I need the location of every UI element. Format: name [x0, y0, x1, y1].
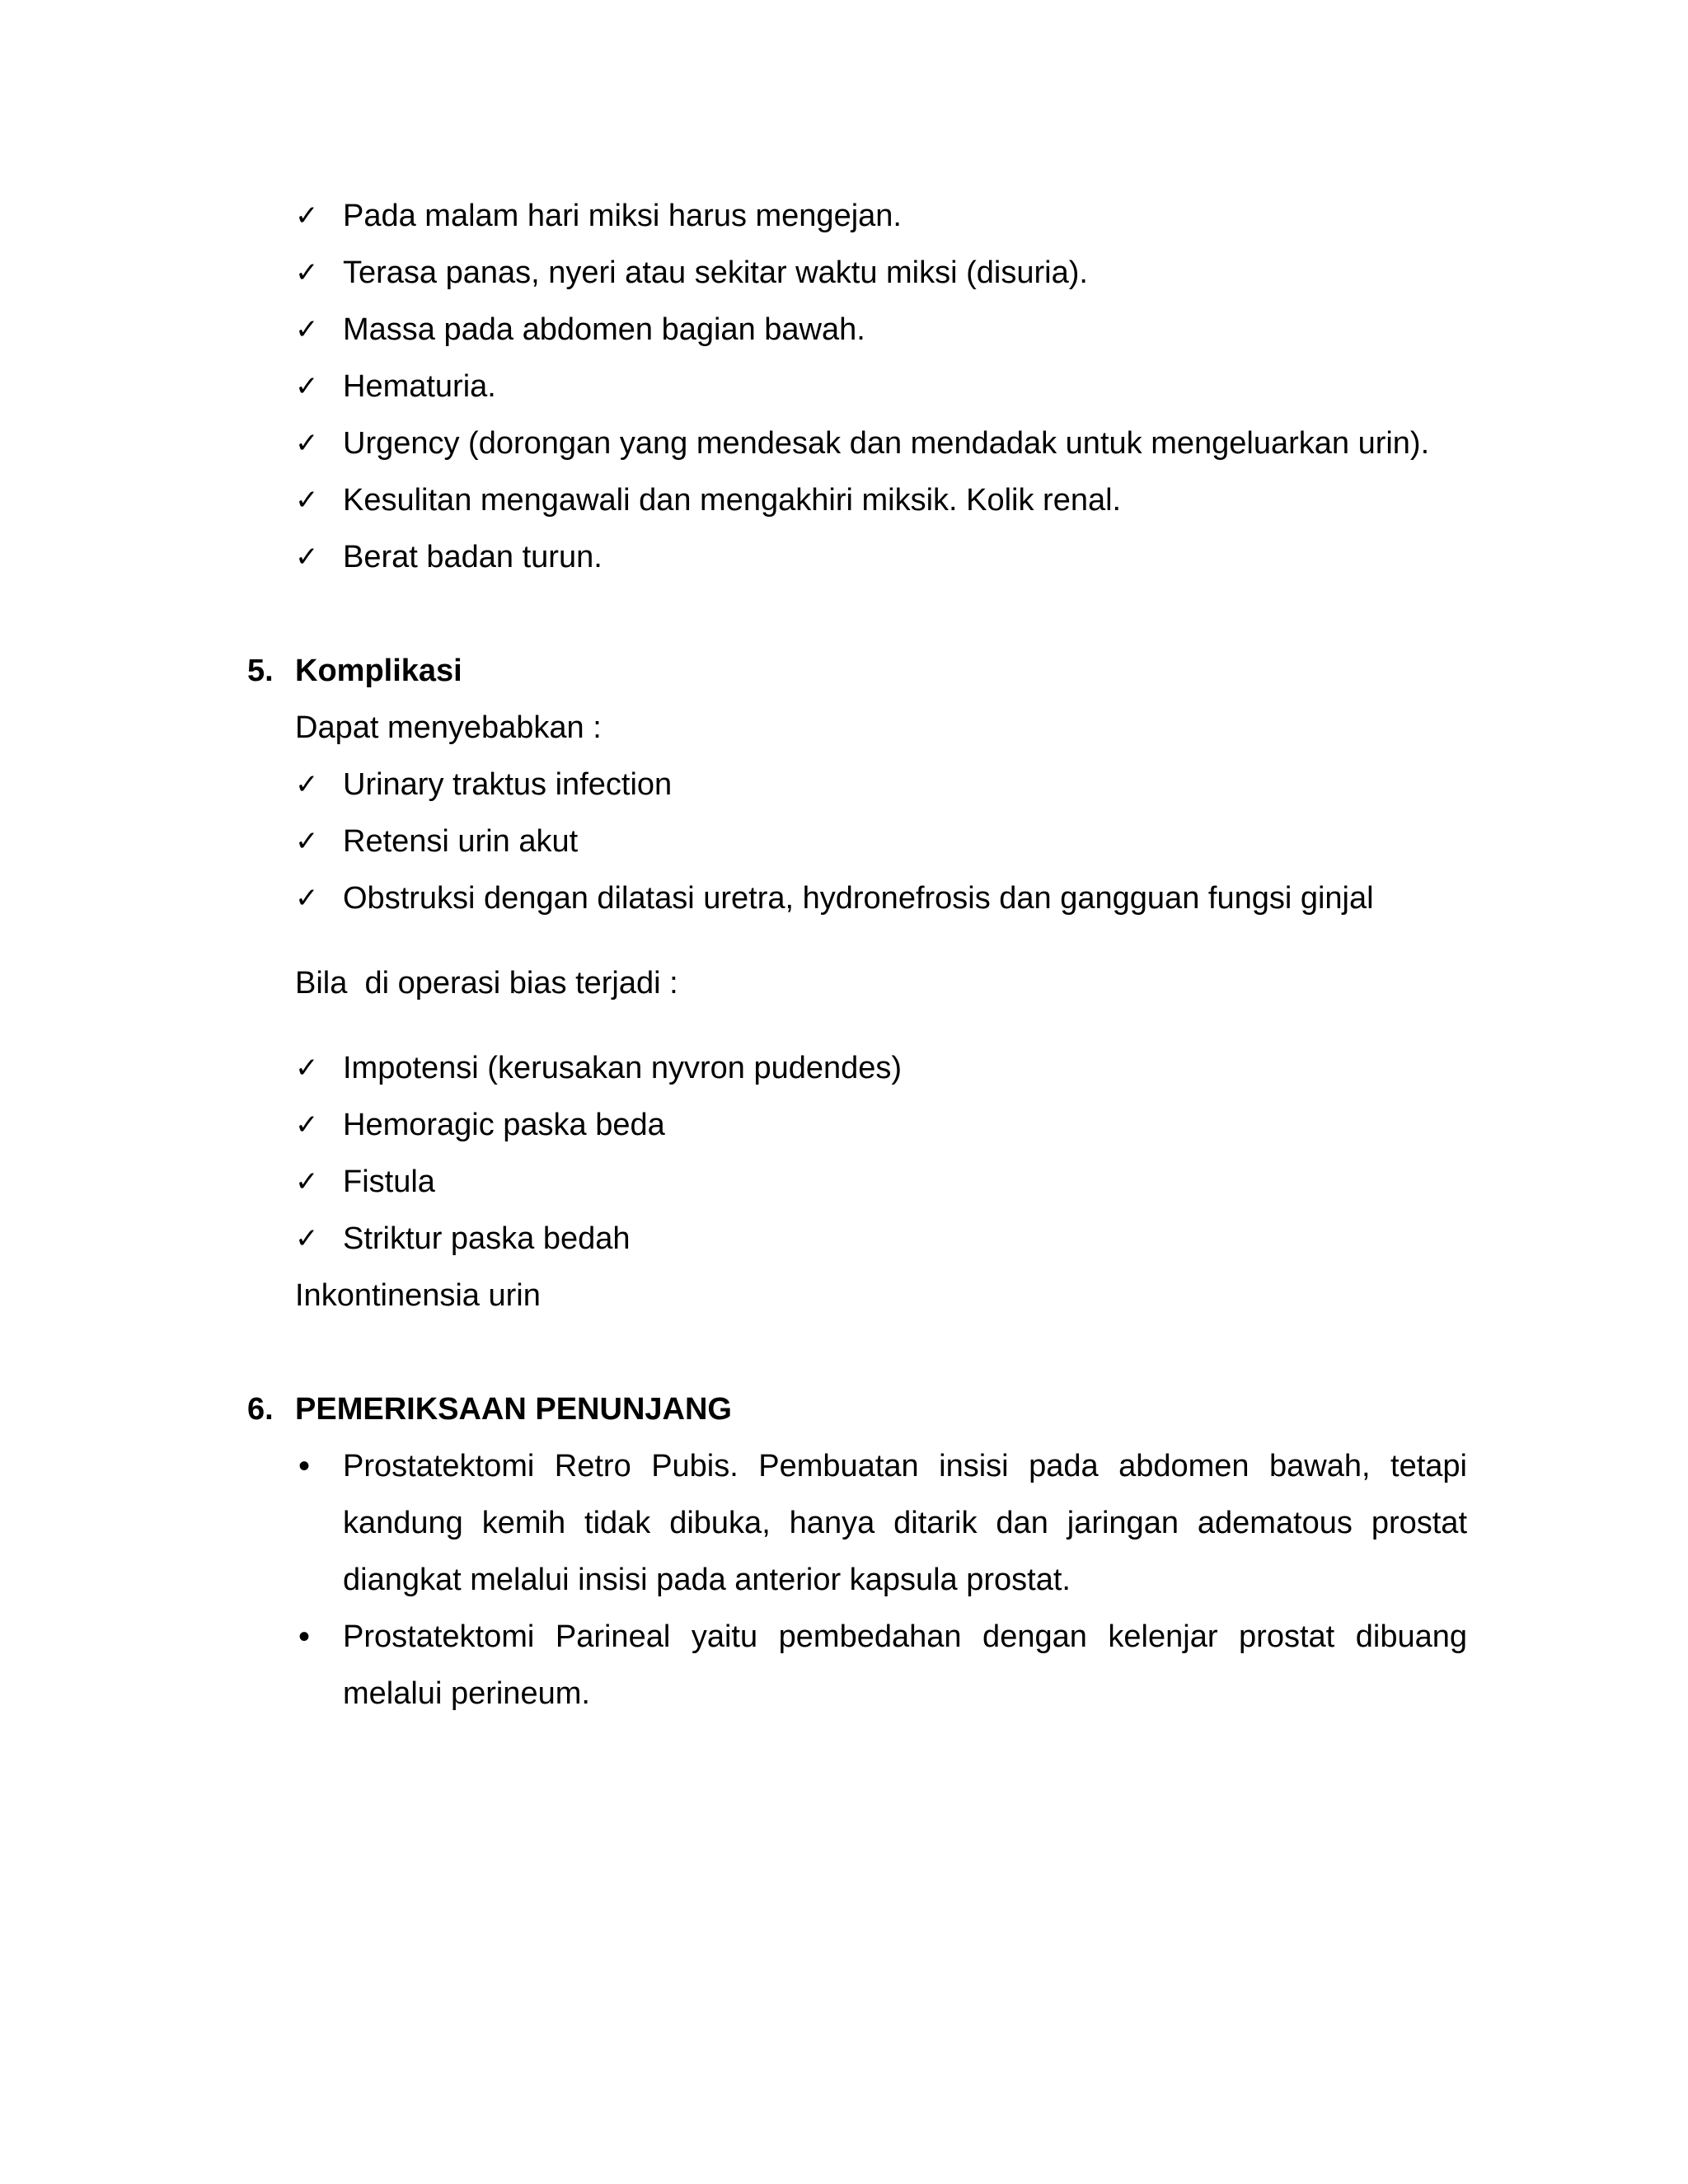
trailing-text: Inkontinensia urin	[295, 1278, 541, 1313]
list-item: ✓ Urgency (dorongan yang mendesak dan mendadak untuk mengeluarkan urin).	[247, 415, 1467, 472]
checkmark-icon: ✓	[295, 370, 319, 403]
section-title: Komplikasi	[295, 654, 462, 688]
checkmark-icon: ✓	[295, 541, 319, 574]
section-heading-komplikasi	[247, 643, 1467, 700]
checkmark-icon: ✓	[295, 1222, 319, 1255]
operation-intro: Bila di operasi bias terjadi :	[295, 966, 678, 1001]
list-item: ✓ Urinary traktus infection	[247, 757, 1467, 813]
bullet-icon: •	[298, 1448, 311, 1484]
list-item: ✓ Retensi urin akut	[247, 813, 1467, 870]
spacer	[247, 586, 1467, 643]
symptom-list	[247, 188, 1467, 586]
checkmark-icon: ✓	[295, 1108, 319, 1141]
section-heading-pemeriksaan	[247, 1381, 1467, 1438]
checkmark-icon: ✓	[295, 427, 319, 460]
checkmark-icon: ✓	[295, 313, 319, 346]
section-number: 6.	[247, 1392, 274, 1427]
spacer	[247, 1012, 1467, 1040]
list-item: ✓ Hematuria.	[247, 359, 1467, 415]
list-item: ✓ Terasa panas, nyeri atau sekitar waktu miksi (disuria).	[247, 245, 1467, 302]
spacer	[247, 1324, 1467, 1381]
checkmark-icon: ✓	[295, 199, 319, 232]
checkmark-icon: ✓	[295, 882, 319, 915]
checkmark-icon: ✓	[295, 768, 319, 801]
operation-complication-list	[247, 1040, 1467, 1268]
checkmark-icon: ✓	[295, 256, 319, 289]
section-number: 5.	[247, 654, 274, 688]
list-item: • Prostatektomi Parineal yaitu pembedahan dengan kelenjar prostat dibuang melalui perineum.	[247, 1609, 1467, 1722]
list-item: ✓ Hemoragic paska beda	[247, 1097, 1467, 1154]
section-title: PEMERIKSAAN PENUNJANG	[295, 1392, 732, 1427]
list-item: • Prostatektomi Retro Pubis. Pembuatan insisi pada abdomen bawah, tetapi kandung kemih tidak dibuka, hanya ditarik dan jaringan adematous prostat diangkat melalui insisi pada anterior kapsula prostat.	[247, 1438, 1467, 1609]
list-item: ✓ Impotensi (kerusakan nyvron pudendes)	[247, 1040, 1467, 1097]
spacer	[247, 927, 1467, 955]
list-item: ✓ Fistula	[247, 1154, 1467, 1211]
checkmark-icon: ✓	[295, 1165, 319, 1198]
list-item: ✓ Berat badan turun.	[247, 529, 1467, 586]
complication-list	[247, 757, 1467, 927]
list-item: ✓ Striktur paska bedah	[247, 1211, 1467, 1268]
list-item: ✓ Kesulitan mengawali dan mengakhiri miksik. Kolik renal.	[247, 472, 1467, 529]
bullet-icon: •	[298, 1619, 311, 1655]
list-item: ✓ Obstruksi dengan dilatasi uretra, hydronefrosis dan gangguan fungsi ginjal	[247, 870, 1467, 927]
list-item: ✓ Massa pada abdomen bagian bawah.	[247, 302, 1467, 359]
checkmark-icon: ✓	[295, 1052, 319, 1085]
document-content	[247, 188, 1467, 1722]
checkmark-icon: ✓	[295, 825, 319, 858]
checkmark-icon: ✓	[295, 484, 319, 517]
examination-list	[247, 1438, 1467, 1722]
section-intro: Dapat menyebabkan :	[295, 710, 602, 745]
list-item: ✓ Pada malam hari miksi harus mengejan.	[247, 188, 1467, 245]
